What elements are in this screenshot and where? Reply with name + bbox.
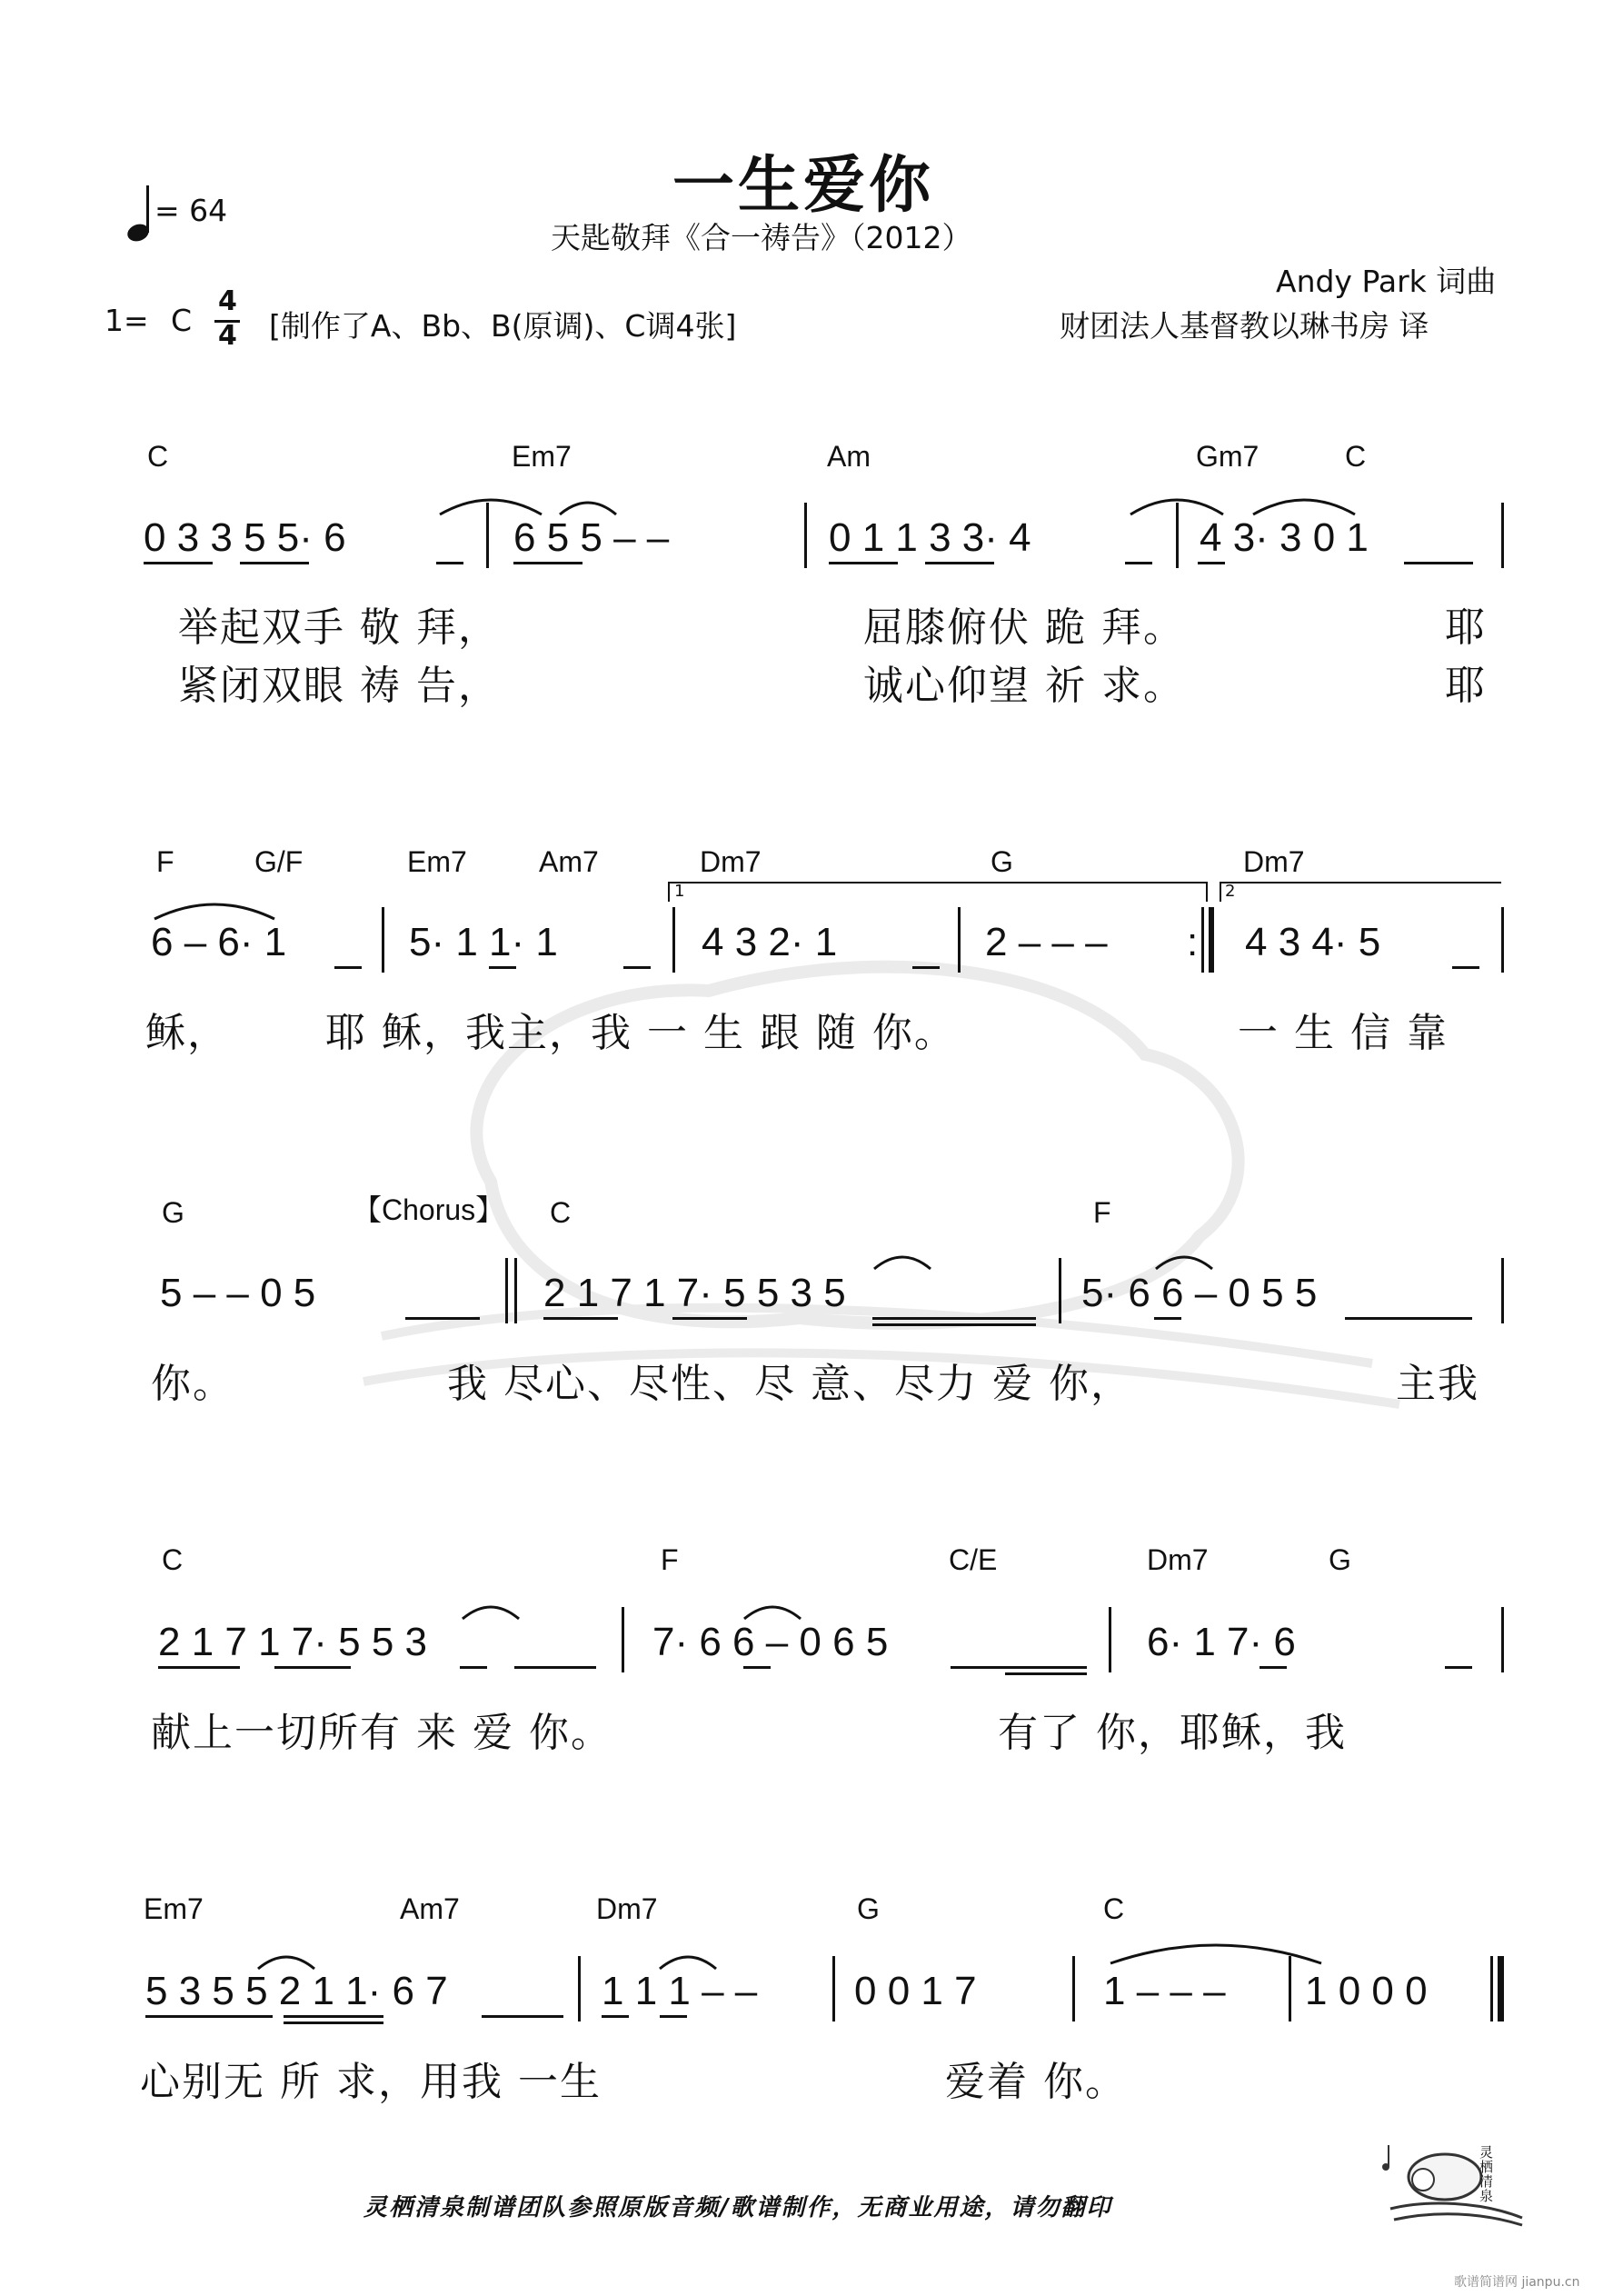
note-underline	[672, 1317, 747, 1320]
note-underline	[602, 2015, 629, 2018]
composer-credit: Andy Park 词曲	[1276, 264, 1497, 299]
final-barline	[1490, 1956, 1493, 2021]
note-underline	[284, 2015, 383, 2018]
barline	[832, 1956, 835, 2021]
measure: 2 1 7 1 7· 5 5 3 5	[543, 1271, 846, 1315]
note-underline	[829, 562, 898, 564]
repeat-dots-icon: :	[1187, 920, 1199, 964]
note-underline	[514, 1666, 596, 1669]
measure: 2 – – –	[985, 920, 1108, 964]
lyric-verse2: 诚心仰望 祈 求。	[863, 663, 1185, 709]
measure: 6 5 5 – –	[513, 515, 670, 560]
measure: 4 3· 3 0 1	[1200, 515, 1369, 560]
lyric-verse1: 屈膝俯伏 跪 拜。	[863, 604, 1185, 651]
chord-am7: Am7	[539, 845, 599, 878]
measure: 0 3 3 5 5· 6	[144, 515, 346, 560]
slur	[436, 491, 545, 518]
slur	[1127, 491, 1227, 518]
chord-c: C	[1103, 1892, 1125, 1925]
chord-dm7: Dm7	[700, 845, 762, 878]
barline	[1501, 1258, 1504, 1323]
lyric: 爱着 你。	[945, 2059, 1127, 2105]
chord-dm7: Dm7	[1147, 1543, 1209, 1576]
measure: 1 1 1 – –	[602, 1969, 758, 2013]
lyric-verse2: 紧闭双眼 祷 告，	[178, 663, 500, 709]
barline	[1072, 1956, 1075, 2021]
second-ending-bracket	[1220, 882, 1501, 883]
note-underline	[543, 1317, 618, 1320]
time-signature-top: 4	[218, 285, 237, 317]
note-underline	[405, 1317, 480, 1320]
chord-g: G	[1329, 1543, 1351, 1576]
barline	[622, 1607, 624, 1672]
note-underline	[1445, 1666, 1472, 1669]
note-underline	[158, 1666, 240, 1669]
measure: 4 3 4· 5	[1245, 920, 1381, 964]
translator-credit: 财团法人基督教以琳书房 译	[1060, 308, 1429, 344]
measure: 2 1 7 1 7· 5 5 3	[158, 1620, 427, 1664]
key-name: C	[171, 303, 193, 338]
lyric: 稣，	[145, 1010, 229, 1056]
barline	[382, 907, 384, 973]
note-underline	[436, 562, 463, 564]
measure: 5 3 5 5 2 1 1· 6 7	[145, 1969, 448, 2013]
barline	[578, 1956, 581, 2021]
chord-em7: Em7	[407, 845, 467, 878]
barline	[804, 503, 807, 568]
lyric: 献上一切所有 来 爱 你。	[151, 1710, 612, 1756]
barline	[958, 907, 961, 973]
chord-dm7: Dm7	[596, 1892, 658, 1925]
note-underline	[951, 1666, 1087, 1669]
note-underline	[1260, 1666, 1287, 1669]
note-underline	[144, 562, 213, 564]
barline	[1501, 503, 1504, 568]
chord-g: G	[857, 1892, 880, 1925]
measure: 1 – – –	[1103, 1969, 1226, 2013]
chord-c: C	[147, 440, 169, 473]
lyric-verse1: 耶	[1445, 604, 1487, 651]
song-title: 一生爱你	[672, 150, 935, 222]
first-ending-bracket	[1206, 882, 1208, 902]
slur	[254, 1945, 318, 1972]
measure: 0 0 1 7	[854, 1969, 977, 2013]
chord-gm7: Gm7	[1196, 440, 1260, 473]
note-underline	[1154, 1317, 1181, 1320]
note-underline	[284, 2021, 383, 2024]
note-underline	[1125, 562, 1152, 564]
note-underline	[1404, 562, 1473, 564]
chord-am7: Am7	[400, 1892, 460, 1925]
slur	[656, 1945, 720, 1972]
lyric: 一 生 信 靠	[1238, 1010, 1449, 1056]
chord-f: F	[1093, 1196, 1111, 1229]
final-barline	[1498, 1956, 1504, 2021]
first-ending-number: 1	[674, 882, 685, 901]
barline	[672, 907, 675, 973]
second-ending-number: 2	[1225, 882, 1236, 901]
sheep-watermark-icon	[327, 909, 1418, 1422]
lyric: 主我	[1396, 1361, 1479, 1407]
note-underline	[1005, 1672, 1087, 1675]
note-underline	[334, 966, 362, 969]
measure: 6· 1 7· 6	[1147, 1620, 1296, 1664]
barline	[1501, 1607, 1504, 1672]
first-ending-bracket	[668, 882, 1208, 883]
song-subtitle: 天匙敬拜《合一祷告》（2012）	[551, 220, 972, 255]
chord-em7: Em7	[144, 1892, 204, 1925]
note-underline	[872, 1317, 1036, 1320]
slur	[1250, 491, 1359, 518]
slur	[459, 1595, 523, 1622]
measure: 4 3 2· 1	[702, 920, 838, 964]
second-ending-bracket	[1220, 882, 1221, 902]
measure: 0 1 1 3 3· 4	[829, 515, 1031, 560]
chord-g: G	[162, 1196, 184, 1229]
note-underline	[460, 1666, 487, 1669]
barline	[1109, 1607, 1111, 1672]
chord-em7: Em7	[512, 440, 572, 473]
note-underline	[872, 1323, 1036, 1326]
note-underline	[1345, 1317, 1472, 1320]
slur	[556, 491, 620, 518]
note-underline	[145, 2015, 273, 2018]
measure: 5· 1 1· 1	[409, 920, 558, 964]
measure: 5 – – 0 5	[160, 1271, 316, 1315]
lyric-verse2: 耶	[1445, 663, 1487, 709]
slur	[151, 895, 278, 923]
slur	[871, 1245, 934, 1273]
note-underline	[482, 2015, 563, 2018]
note-underline	[925, 562, 994, 564]
note-underline	[623, 966, 651, 969]
note-underline	[513, 562, 582, 564]
note-underline	[240, 562, 309, 564]
measure: 5· 6 6 – 0 5 5	[1081, 1271, 1318, 1315]
chord-c: C	[162, 1543, 184, 1576]
barline	[1059, 1258, 1061, 1323]
lyric: 耶 稣，我主，我 一 生 跟 随 你。	[325, 1010, 956, 1056]
note-underline	[912, 966, 940, 969]
measure: 1 0 0 0	[1305, 1969, 1428, 2013]
chord-f: F	[156, 845, 174, 878]
note-underline	[489, 966, 516, 969]
slur	[1152, 1245, 1216, 1273]
key-note: [制作了A、Bb、B(原调)、C调4张]	[269, 308, 737, 344]
repeat-end-barline	[1201, 907, 1204, 973]
first-ending-bracket	[668, 882, 670, 902]
chord-f: F	[661, 1543, 679, 1576]
slur	[1107, 1934, 1325, 1967]
lyric: 你。	[151, 1361, 234, 1407]
chord-c-over-e: C/E	[949, 1543, 998, 1576]
section-label: 【Chorus】	[353, 1193, 505, 1226]
measure: 6 – 6· 1	[151, 920, 287, 964]
slur	[741, 1595, 804, 1622]
key-prefix: 1=	[105, 303, 149, 338]
double-barline	[505, 1258, 508, 1323]
chord-g-over-f: G/F	[254, 845, 304, 878]
double-barline	[514, 1258, 517, 1323]
repeat-end-barline	[1209, 907, 1214, 973]
tempo-label: = 64	[154, 193, 228, 228]
measure: 7· 6 6 – 0 6 5	[652, 1620, 889, 1664]
barline	[1501, 907, 1504, 973]
chord-am: Am	[827, 440, 871, 473]
lyric: 我 尽心、尽性、尽 意、尽力 爱 你，	[447, 1361, 1132, 1407]
sheep-logo-icon	[1381, 2136, 1527, 2231]
note-underline	[274, 1666, 351, 1669]
chord-dm7: Dm7	[1243, 845, 1305, 878]
note-underline	[1198, 562, 1225, 564]
lyric: 心别无 所 求，用我 一生	[140, 2059, 602, 2105]
chord-c: C	[550, 1196, 572, 1229]
lyric: 有了 你，耶稣，我	[998, 1710, 1347, 1756]
chord-g: G	[991, 845, 1013, 878]
note-underline	[660, 2015, 687, 2018]
lyric-verse1: 举起双手 敬 拜，	[178, 604, 500, 651]
footer-notice: 灵栖清泉制谱团队参照原版音频/歌谱制作，无商业用途，请勿翻印	[363, 2194, 1112, 2221]
note-underline	[743, 1666, 771, 1669]
logo-text: 灵栖清泉	[1479, 2144, 1494, 2204]
chord-c: C	[1345, 440, 1367, 473]
site-watermark: 歌谱简谱网 jianpu.cn	[1454, 2275, 1580, 2290]
note-underline	[1452, 966, 1479, 969]
time-signature-bottom: 4	[218, 320, 237, 352]
